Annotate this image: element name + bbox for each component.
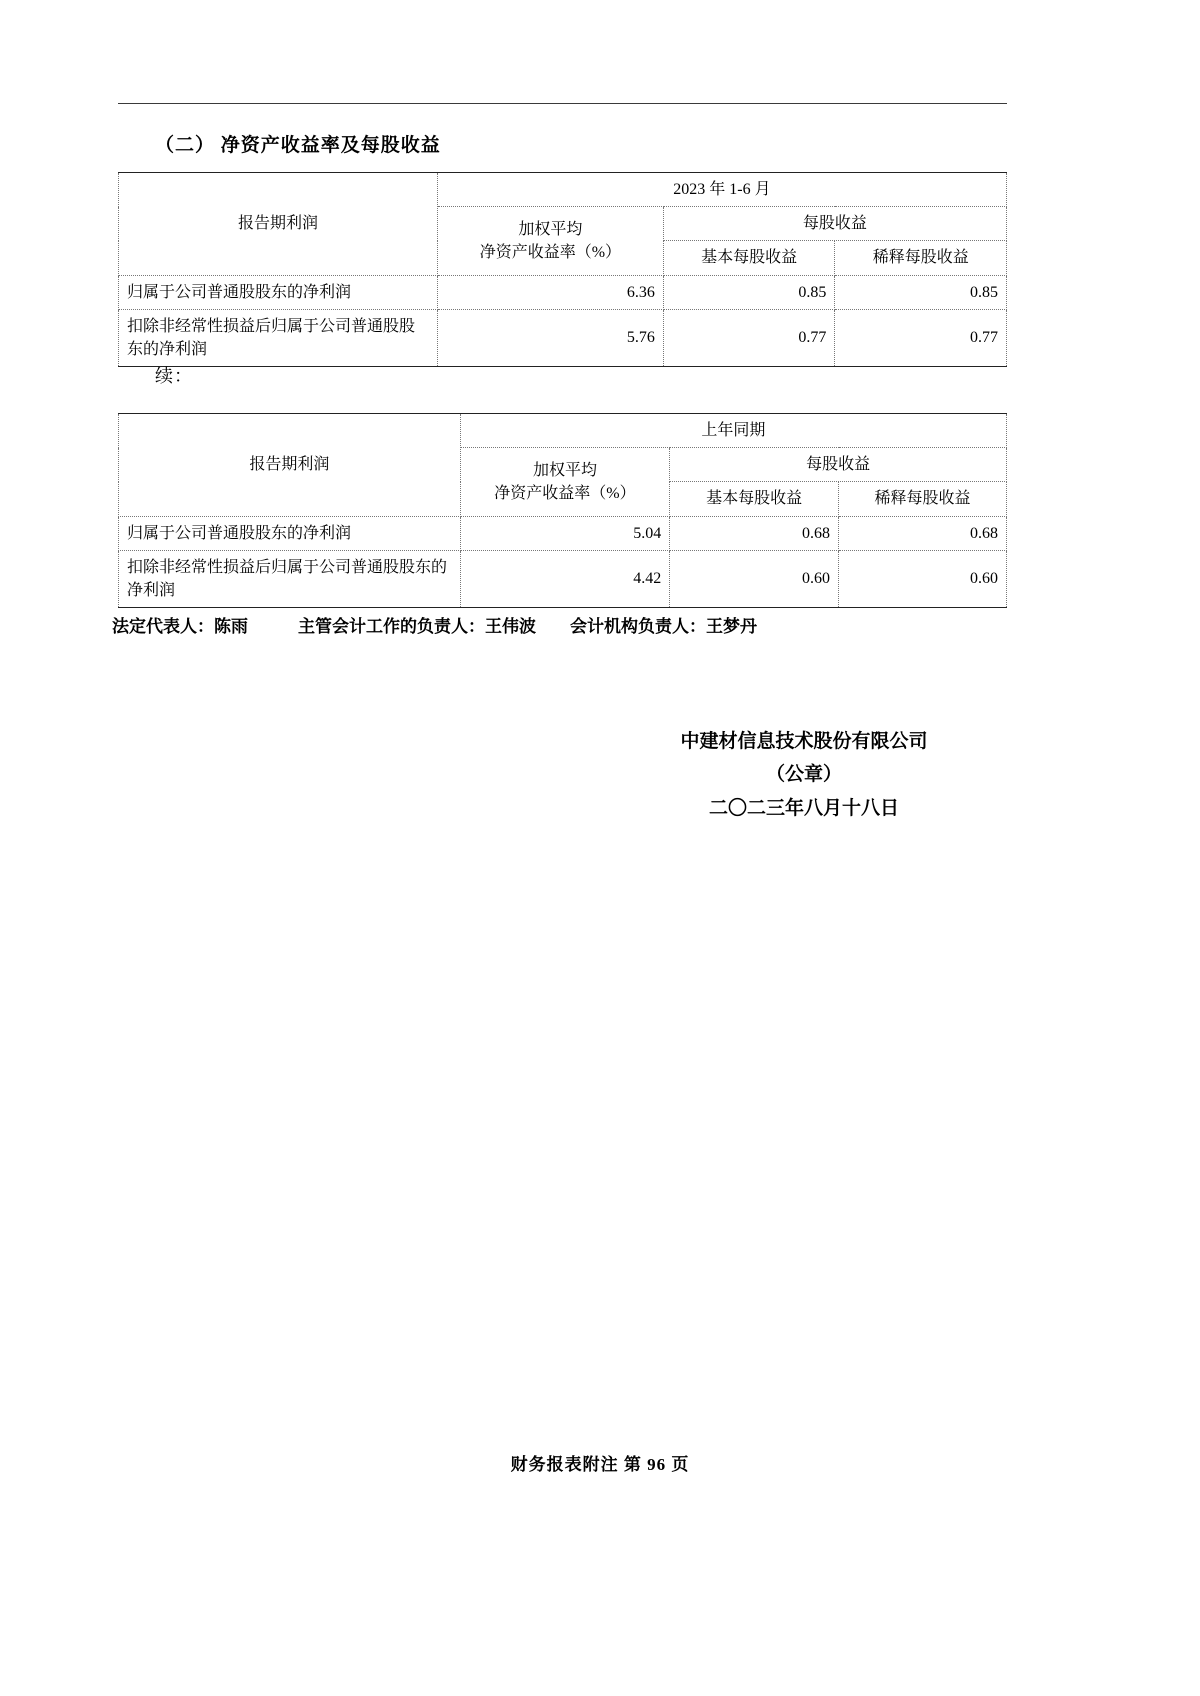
roe-header-line2: 净资产收益率（%） (494, 484, 636, 502)
roe-header-line1: 加权平均 (518, 220, 583, 238)
eps-diluted-value: 0.77 (835, 309, 1007, 366)
period-header: 2023 年 1-6 月 (437, 173, 1006, 207)
roe-value: 4.42 (460, 550, 670, 607)
table-row (119, 550, 1007, 607)
table-row (119, 275, 1007, 309)
roe-column-header (460, 448, 670, 516)
period-header: 上年同期 (460, 414, 1006, 448)
eps-diluted-header: 稀释每股收益 (835, 241, 1007, 275)
eps-basic-value: 0.77 (663, 309, 835, 366)
company-name: 中建材信息技术股份有限公司 (680, 731, 928, 752)
continued-label: 续： (155, 366, 193, 386)
legal-rep-label: 法定代表人： (112, 617, 214, 636)
row-label-header: 报告期利润 (119, 414, 461, 517)
accounting-head-label: 主管会计工作的负责人： (298, 617, 485, 636)
eps-diluted-value: 0.85 (835, 275, 1007, 309)
row-label: 归属于公司普通股股东的净利润 (119, 516, 461, 550)
row-label-header: 报告期利润 (119, 173, 438, 276)
page-footer: 财务报表附注 第 96 页 (510, 1455, 690, 1474)
roe-header-line1: 加权平均 (532, 461, 597, 479)
eps-basic-header: 基本每股收益 (670, 482, 839, 516)
company-seal: （公章） (765, 764, 842, 786)
roe-value: 5.04 (460, 516, 670, 550)
roe-column-header (437, 207, 663, 275)
table-row (119, 309, 1007, 366)
table-current-period (118, 172, 1007, 367)
table-prior-period (118, 413, 1007, 608)
eps-basic-value: 0.60 (670, 550, 839, 607)
eps-diluted-header: 稀释每股收益 (839, 482, 1007, 516)
roe-header-line2: 净资产收益率（%） (479, 243, 622, 261)
section-heading: （二） 净资产收益率及每股收益 (155, 135, 441, 156)
table-row (119, 516, 1007, 550)
accounting-org-label: 会计机构负责人： (570, 617, 706, 636)
roe-value: 6.36 (437, 275, 663, 309)
accounting-org-name: 王梦丹 (706, 617, 757, 636)
row-label: 扣除非经常性损益后归属于公司普通股股东的净利润 (119, 309, 438, 366)
table-row (119, 173, 1007, 207)
eps-diluted-value: 0.60 (839, 550, 1007, 607)
eps-group-header: 每股收益 (663, 207, 1006, 241)
row-label: 归属于公司普通股股东的净利润 (119, 275, 438, 309)
table-row (119, 414, 1007, 448)
eps-basic-value: 0.68 (670, 516, 839, 550)
signature-line (112, 612, 757, 637)
company-date: 二〇二三年八月十八日 (708, 797, 899, 819)
eps-diluted-value: 0.68 (839, 516, 1007, 550)
legal-rep-name: 陈雨 (214, 617, 248, 636)
eps-group-header: 每股收益 (670, 448, 1007, 482)
company-signature-block (600, 725, 1008, 825)
roe-value: 5.76 (437, 309, 663, 366)
eps-basic-value: 0.85 (663, 275, 835, 309)
accounting-head-name: 王伟波 (485, 617, 536, 636)
row-label: 扣除非经常性损益后归属于公司普通股股东的净利润 (119, 550, 461, 607)
header-rule (118, 103, 1007, 104)
eps-basic-header: 基本每股收益 (663, 241, 835, 275)
